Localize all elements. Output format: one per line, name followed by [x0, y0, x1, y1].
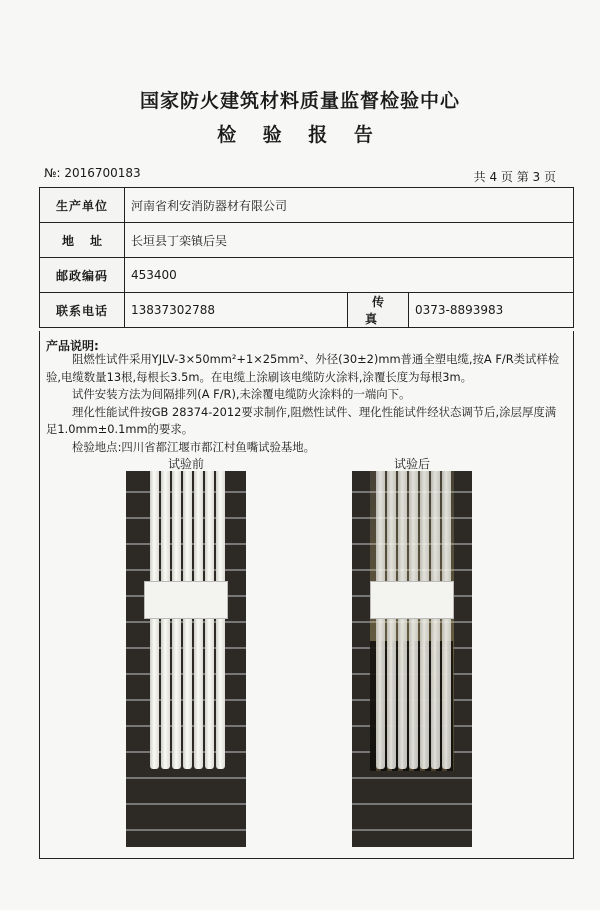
producer-value: 河南省利安消防器材有限公司 — [125, 188, 574, 223]
cable — [161, 471, 170, 769]
cable — [194, 471, 203, 769]
description-text — [46, 351, 566, 456]
desc-para-1: 阻燃性试件采用YJLV-3×50mm²+1×25mm²、外径(30±2)mm普通全塑电缆,按A F/R类试样检验,电缆数量13根,每根长3.5m。在电缆上涂刷该电缆防火涂料,涂覆长度为每根3m。 — [46, 352, 560, 384]
tray-rung — [126, 829, 246, 831]
cable — [398, 471, 407, 769]
cable — [376, 471, 385, 769]
cable — [420, 471, 429, 769]
address-label: 地址 — [40, 223, 125, 258]
cable — [442, 471, 451, 769]
desc-para-2: 试件安装方法为间隔排列(A F/R),未涂覆电缆防火涂料的一端向下。 — [72, 387, 411, 401]
postcode-label: 邮政编码 — [40, 258, 125, 293]
cable — [387, 471, 396, 769]
desc-para-4: 检验地点:四川省都江堰市都江村鱼嘴试验基地。 — [72, 439, 316, 454]
photo-after-test — [352, 471, 472, 847]
phone-value: 13837302788 — [125, 293, 348, 328]
tray-rung — [126, 803, 246, 805]
photo-before-label: 试验前 — [168, 457, 205, 471]
postcode-value: 453400 — [125, 258, 574, 293]
info-table — [39, 187, 574, 328]
cable — [409, 471, 418, 769]
product-label: 产品说明: — [46, 339, 99, 353]
tray-rung — [352, 777, 472, 779]
tray-rung — [352, 829, 472, 831]
tray-rung — [126, 777, 246, 779]
report-title: 检 验 报 告 — [217, 124, 383, 146]
tray-rung — [352, 803, 472, 805]
cable — [172, 471, 181, 769]
fax-label: 传真 — [348, 293, 409, 328]
phone-label: 联系电话 — [40, 293, 125, 328]
sample-tag — [370, 581, 454, 619]
report-number: №: 2016700183 — [44, 166, 141, 180]
photo-after-label: 试验后 — [394, 457, 431, 471]
desc-para-3: 理化性能试件按GB 28374-2012要求制作,阻燃性试件、理化性能试件经状态调节后,涂层厚度满足1.0mm±0.1mm的要求。 — [46, 404, 557, 436]
producer-label: 生产单位 — [40, 188, 125, 223]
center-title: 国家防火建筑材料质量监督检验中心 — [139, 90, 460, 112]
cable — [431, 471, 440, 769]
address-value: 长垣县丁栾镇后吴 — [125, 223, 574, 258]
page-info: 共 4 页 第 3 页 — [473, 170, 556, 184]
cable — [205, 471, 214, 769]
product-description-box — [39, 331, 574, 859]
photo-before-test — [126, 471, 246, 847]
cable — [216, 471, 225, 769]
sample-tag — [144, 581, 228, 619]
cable — [183, 471, 192, 769]
cable — [150, 471, 159, 769]
fax-value: 0373-8893983 — [409, 293, 574, 328]
